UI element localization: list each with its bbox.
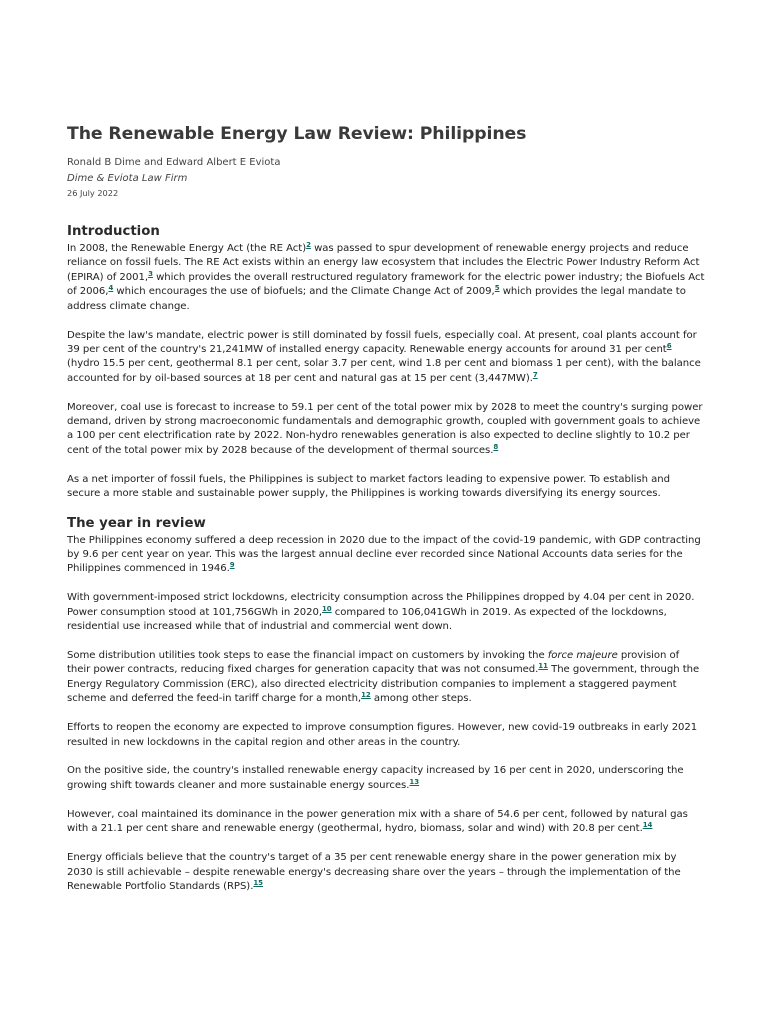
text-run: The Philippines economy suffered a deep recession in 2020 due to the impact of the covid-19 pandemic, with GDP contracting by 9.6 per cent year on year. This was the largest annual decline ever recorded since National Accounts data series for the Philippines commenced in 1946. (67, 534, 701, 575)
text-run: In 2008, the Renewable Energy Act (the RE Act) (67, 243, 307, 254)
paragraph (67, 851, 705, 894)
text-run: With government-imposed strict lockdowns, electricity consumption across the Philippines dropped by 4.04 per cent in 2020. Power consumption stood at 101,756GWh in 2020, (67, 592, 695, 618)
footnote-link[interactable]: 11 (538, 662, 548, 671)
paragraph (67, 808, 705, 837)
author-line (67, 156, 705, 169)
text-run: provision of their power contracts, reducing fixed charges for generation capacity that was not consumed. (67, 650, 680, 676)
text-run: Moreover, coal use is forecast to increase to 59.1 per cent of the total power mix by 2028 to meet the country's surging power demand, driven by strong macroeconomic fundamentals and demographic growth, coupled with government goals to achieve a 100 per cent electrification rate by 2022. Non-hydro renewables generation is also expected to decline slightly to 10.2 per cent of the total power mix by 2028 because of the development of thermal sources. (67, 401, 703, 456)
footnote-link[interactable]: 8 (493, 442, 499, 451)
emphasis-text: force majeure (547, 650, 618, 662)
footnote-link[interactable]: 13 (409, 777, 420, 786)
author-conjunction: and (144, 157, 163, 168)
text-run: The government, through the Energy Regulatory Commission (ERC), also directed electricity distribution companies to implement a staggered payment scheme and deferred the feed-in tariff charge for a month, (67, 664, 700, 705)
text-run: was passed to spur development of renewable energy projects and reduce reliance on fossil fuels. The RE Act exists within an energy law ecosystem that includes the Electric Power Industry Reform Act (EPIRA) of 2001, (67, 243, 700, 283)
footnote-link[interactable]: 3 (148, 269, 153, 278)
author-link[interactable]: Edward Albert E Eviota (166, 157, 281, 168)
paragraph (67, 721, 705, 750)
text-run: Energy officials believe that the country's target of a 35 per cent renewable energy share in the power generation mix by 2030 is still achievable – despite renewable energy's decreasing share over the years – through the implementation of the Renewable Portfolio Standards (RPS). (67, 852, 681, 892)
footnote-link[interactable]: 2 (306, 241, 311, 249)
footnote-link[interactable]: 4 (108, 284, 114, 293)
publication-date: 26 July 2022 (67, 188, 119, 198)
text-run: However, coal maintained its dominance in the power generation mix with a share of 54.6 per cent, followed by natural gas with a 21.1 per cent share and renewable energy (geothermal, hydro, biomass, solar and wind) with 20.8 per cent. (67, 808, 688, 835)
paragraph (67, 329, 705, 387)
paragraph (67, 764, 705, 793)
footnote-link[interactable]: 5 (494, 284, 500, 293)
section-heading-introduction: Introduction (67, 224, 160, 239)
text-run: compared to 106,041GWh in 2019. As expected of the lockdowns, residential use increased while that of industrial and commercial went down. (67, 606, 667, 633)
paragraph (67, 242, 705, 314)
text-run: (hydro 15.5 per cent, geothermal 8.1 per cent, solar 3.7 per cent, wind 1.8 per cent and biomass 1 per cent), with the balance accounted for by oil-based sources at 18 per cent and natural gas at 15 per cent (3,447MW). (67, 358, 701, 384)
author-link[interactable]: Ronald B Dime (67, 157, 141, 168)
footnote-link[interactable]: 14 (642, 821, 653, 830)
footnote-link[interactable]: 12 (361, 691, 371, 700)
law-firm[interactable]: Dime & Eviota Law Firm (67, 173, 188, 184)
text-run: which provides the overall restructured regulatory framework for the electric power industry; the Biofuels Act of 2006, (67, 271, 705, 298)
text-run: which provides the legal mandate to address climate change. (67, 286, 686, 312)
text-run: As a net importer of fossil fuels, the Philippines is subject to market factors leading to expensive power. To establish and secure a more stable and sustainable power supply, the Philippines is working towards diversifying its energy sources. (67, 473, 670, 500)
paragraph (67, 401, 705, 459)
footnote-link[interactable]: 15 (253, 878, 264, 887)
article-title: The Renewable Energy Law Review: Philippines (67, 124, 527, 144)
footnote-link[interactable]: 7 (532, 370, 538, 379)
footnote-link[interactable]: 6 (666, 341, 672, 350)
text-run: Despite the law's mandate, electric power is still dominated by fossil fuels, especially coal. At present, coal plants account for 39 per cent of the country's 21,241MW of installed energy capacity. Renewable energy accounts for around 31 per cent (67, 329, 697, 355)
paragraph (67, 534, 705, 577)
paragraph (67, 591, 705, 634)
section-heading-year-in-review: The year in review (67, 515, 206, 531)
text-run: Some distribution utilities took steps to ease the financial impact on customers by invoking the (67, 650, 548, 662)
text-run: Efforts to reopen the economy are expected to improve consumption figures. However, new covid-19 outbreaks in early 2021 resulted in new lockdowns in the capital region and other areas in the country. (67, 722, 698, 748)
article-body (67, 122, 705, 894)
text-run: On the positive side, the country's installed renewable energy capacity increased by 16 per cent in 2020, underscoring the growing shift towards cleaner and more sustainable energy sources. (67, 765, 684, 791)
text-run: among other steps. (370, 693, 472, 705)
footnote-link[interactable]: 10 (321, 604, 332, 613)
text-run: which encourages the use of biofuels; and the Climate Change Act of 2009, (113, 286, 495, 298)
paragraph (67, 473, 705, 502)
paragraph (67, 649, 705, 707)
footnote-link[interactable]: 9 (229, 561, 235, 570)
